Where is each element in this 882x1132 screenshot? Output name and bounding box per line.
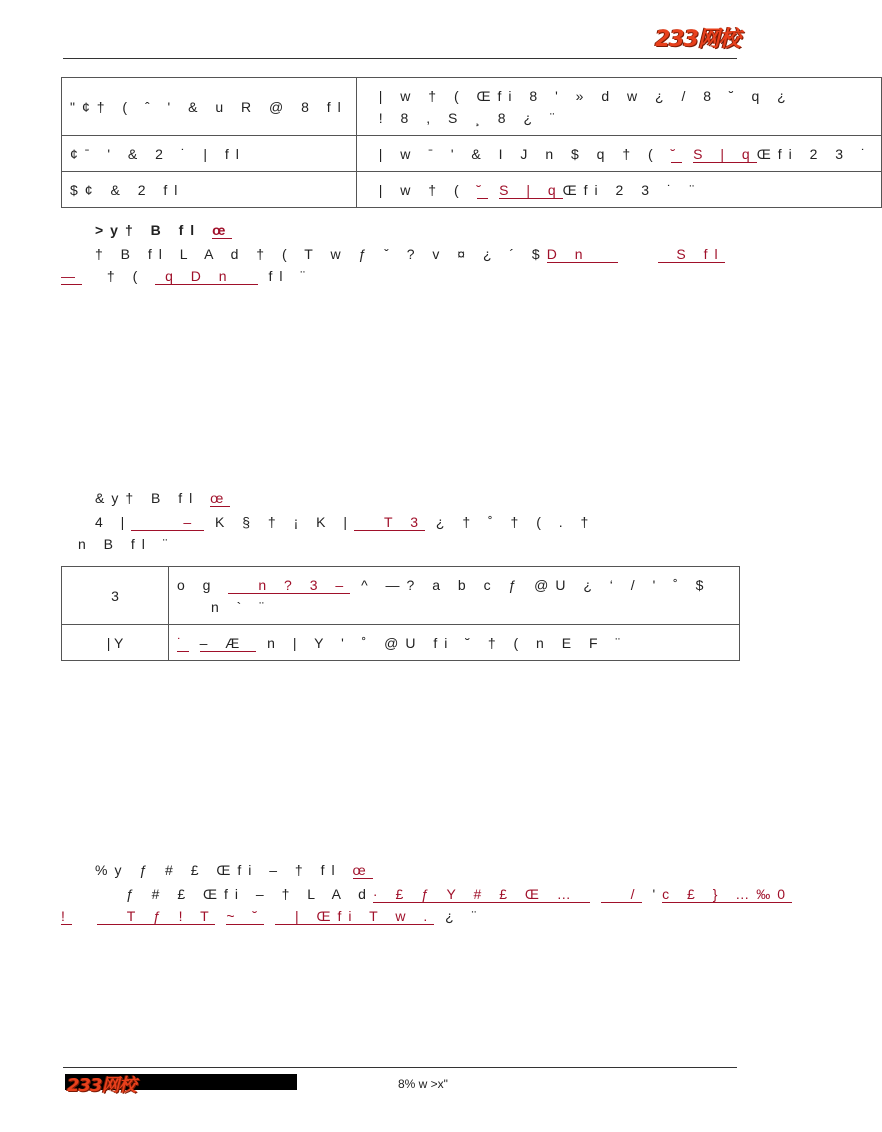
footer-page-text: 8% w >x" bbox=[398, 1077, 448, 1091]
header-rule bbox=[63, 58, 737, 59]
footer-rule bbox=[63, 1067, 737, 1068]
section-3-line-1: ƒ # £ Œfi – † L A d· £ ƒ Y # £ Œ … / 'c £ } …‰0 bbox=[126, 886, 793, 902]
table-row bbox=[62, 172, 882, 208]
table-cell: | w ˉ ' & I J n $ q † ( ˘ S | qŒfi 2 3 ˙ bbox=[356, 136, 881, 172]
table-cell: 3 bbox=[62, 567, 169, 625]
table-cell: o g n ? 3 – ^ —? a b c ƒ @U ¿ ‘ / ' ˚ $ n ` ¨ bbox=[169, 567, 740, 625]
table-cell: "¢† ( ˆ ' & u R @ 8 fl bbox=[62, 78, 357, 136]
section-2-line-2: n B fl ¨ bbox=[78, 536, 175, 552]
table-cell: | w † ( ˘ S | qŒfi 2 3 ˙ ¨ bbox=[356, 172, 881, 208]
section-3-heading: %y ƒ # £ Œfi – † fl œ bbox=[95, 862, 373, 878]
table-cell: | w † ( Œfi 8 ' » d w ¿ / 8 ˘ q ¿ ! 8 , S ¸ 8 ¿ ¨ bbox=[356, 78, 881, 136]
section-1-line-2: — † ( q D n fl ¨ bbox=[61, 268, 313, 284]
table-cell: $¢ & 2 fl bbox=[62, 172, 357, 208]
table-row bbox=[62, 567, 740, 625]
table-cell: | Y bbox=[62, 625, 169, 661]
table-row bbox=[62, 78, 882, 136]
section-2-line-1: 4 | – K § † ¡ K | T 3 ¿ † ˚ † ( . † bbox=[95, 514, 596, 530]
section-1-heading: >y† B fl œ bbox=[95, 222, 233, 238]
table-row bbox=[62, 625, 740, 661]
table-cell: ˙ – Æ n | Y ' ˚ @U fi ˘ † ( n E F ¨ bbox=[169, 625, 740, 661]
table-cell: ¢ˉ ' & 2 ˙ | fl bbox=[62, 136, 357, 172]
table-1 bbox=[61, 77, 882, 208]
section-1-line-1: † B fl L A d † ( T w ƒ ˇ ? v ¤ ¿ ´ $D n S fl bbox=[95, 246, 725, 262]
table-2 bbox=[61, 566, 740, 661]
table-row bbox=[62, 136, 882, 172]
section-2-heading: &y† B fl œ bbox=[95, 490, 231, 506]
header-logo: 233网校 bbox=[655, 27, 740, 52]
section-3-line-2: ! T ƒ ! T ~ ˘ | Œfi T w . ¿ ¨ bbox=[61, 908, 484, 924]
footer-logo: 233网校 bbox=[67, 1075, 136, 1096]
